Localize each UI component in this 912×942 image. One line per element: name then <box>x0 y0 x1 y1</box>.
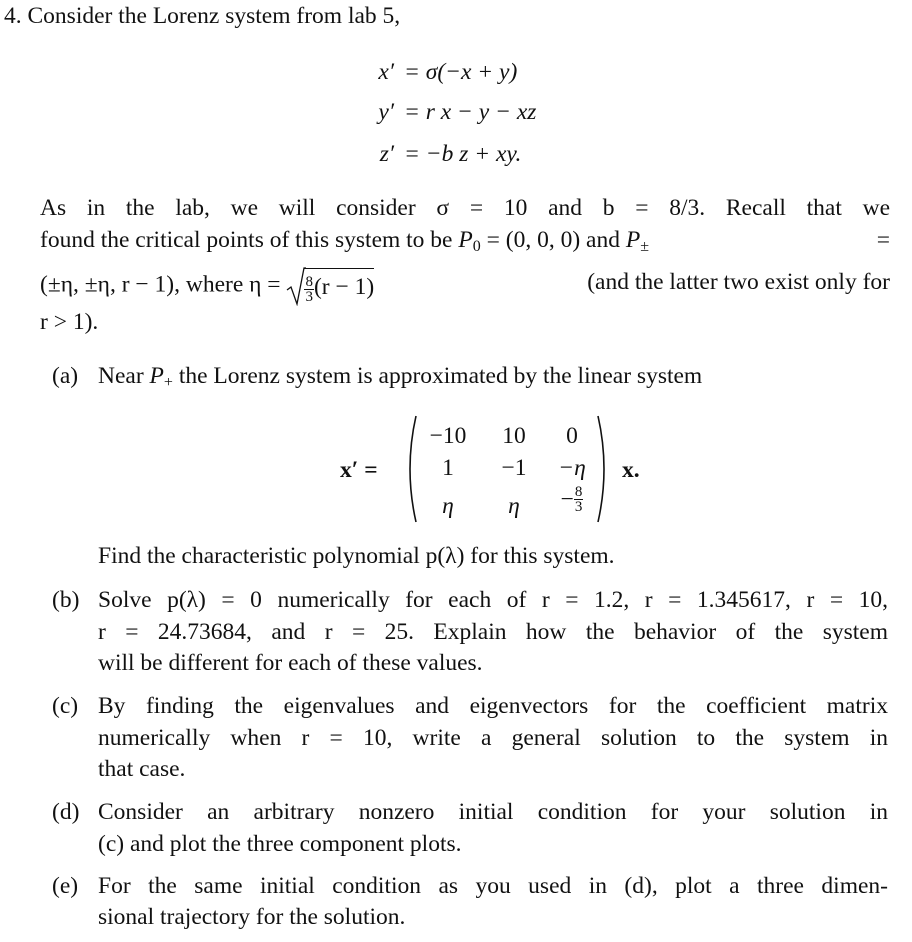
part-b-line-2: r = 24.73684, and r = 25. Explain how the behavior of the system <box>98 619 888 645</box>
coefficient-matrix <box>402 414 612 524</box>
problem-heading <box>4 0 400 32</box>
part-d-line-2: (c) and plot the three component plots. <box>98 831 462 857</box>
part-a-text-before: Near <box>98 363 144 389</box>
ppm-equals: = <box>876 227 890 253</box>
sqrt-fraction-denominator: 3 <box>305 288 313 305</box>
matrix-cell-1-2: 10 <box>502 423 526 449</box>
paragraph-line-2 <box>40 224 890 263</box>
part-a-text <box>98 360 702 399</box>
problem-number: 4. <box>4 3 22 29</box>
matrix-cell-3-1: η <box>442 493 454 519</box>
paragraph-line-3-end: (and the latter two exist only for <box>587 269 890 295</box>
sqrt-tail: (r − 1) <box>313 274 375 301</box>
matrix-cell-3-3: − $\frac{8}{3}$ <box>560 484 583 516</box>
part-a-follow: Find the characteristic polynomial p(λ) for this system. <box>98 543 615 569</box>
equation-z-lhs: z′ <box>379 141 394 167</box>
part-d-line-1: Consider an arbitrary nonzero initial condition for your solution in <box>98 799 888 825</box>
matrix-lhs: x′ = <box>340 457 378 483</box>
equation-y-lhs: y′ <box>378 99 394 125</box>
part-c-label: (c) <box>52 693 79 719</box>
pplus-subscript: + <box>163 374 173 391</box>
part-c-line-3: that case. <box>98 756 186 782</box>
part-b-label: (b) <box>52 587 80 613</box>
problem-intro: Consider the Lorenz system from lab 5, <box>27 3 401 29</box>
part-e-line-2: sional trajectory for the solution. <box>98 904 406 930</box>
ppm-symbol: P <box>625 227 641 253</box>
matrix-cell-2-3: −η <box>558 455 586 481</box>
equation-x-lhs: x′ <box>378 59 394 85</box>
paragraph-line-3 <box>40 266 890 306</box>
matrix-rhs: x. <box>622 457 640 483</box>
critical-point-pplus <box>150 363 173 389</box>
pplus-symbol: P <box>149 363 164 389</box>
matrix-fraction <box>574 485 584 514</box>
part-a-label: (a) <box>52 363 79 389</box>
critical-point-ppm <box>626 227 649 253</box>
part-c-line-2: numerically when r = 10, write a general solution to the system in <box>98 725 888 751</box>
paragraph-line-1: As in the lab, we will consider σ = 10 and b = 8/3. Recall that we <box>40 195 890 221</box>
sqrt-radicand <box>304 268 374 303</box>
equation-x-rhs: = σ(−x + y) <box>404 59 518 85</box>
part-e-label: (e) <box>52 873 79 899</box>
equation-y-rhs: = r x − y − xz <box>404 99 537 125</box>
part-a-text-after: the Lorenz system is approximated by the linear system <box>178 363 703 389</box>
critical-point-p0 <box>458 227 480 253</box>
sqrt-fraction <box>304 275 314 304</box>
matrix-cell-2-1: 1 <box>442 455 454 481</box>
sqrt-icon <box>286 266 306 306</box>
matrix-fraction-numerator: 8 <box>574 484 583 501</box>
right-paren-icon <box>596 414 612 524</box>
part-d-label: (d) <box>52 799 80 825</box>
matrix-cell-1-1: −10 <box>429 423 467 449</box>
part-b-line-3: will be different for each of these values. <box>98 650 483 676</box>
matrix-cell-3-2: η <box>508 493 520 519</box>
matrix-cell-1-3: 0 <box>566 423 578 449</box>
equation-z-rhs: = −b z + xy. <box>404 141 522 167</box>
p0-value: = (0, 0, 0) and <box>486 227 620 253</box>
left-paren-icon <box>402 414 418 524</box>
part-e-line-1: For the same initial condition as you used in (d), plot a three dimen- <box>98 873 888 899</box>
p0-subscript: 0 <box>472 238 481 255</box>
p0-symbol: P <box>458 227 473 253</box>
paragraph-line-3-text: (±η, ±η, r − 1), where η = <box>40 271 281 298</box>
part-b-line-1: Solve p(λ) = 0 numerically for each of r = 1.2, r = 1.345617, r = 10, <box>98 587 888 613</box>
eta-definition-sqrt <box>286 266 374 306</box>
paragraph-line-2-text: found the critical points of this system to be <box>40 227 453 253</box>
sqrt-fraction-numerator: 8 <box>305 273 313 290</box>
ppm-subscript: ± <box>640 238 649 255</box>
matrix-cell-2-2: −1 <box>501 455 527 481</box>
paragraph-line-4: r > 1). <box>40 309 99 335</box>
part-c-line-1: By finding the eigenvalues and eigenvectors for the coefficient matrix <box>98 693 888 719</box>
matrix-fraction-denominator: 3 <box>574 499 583 516</box>
